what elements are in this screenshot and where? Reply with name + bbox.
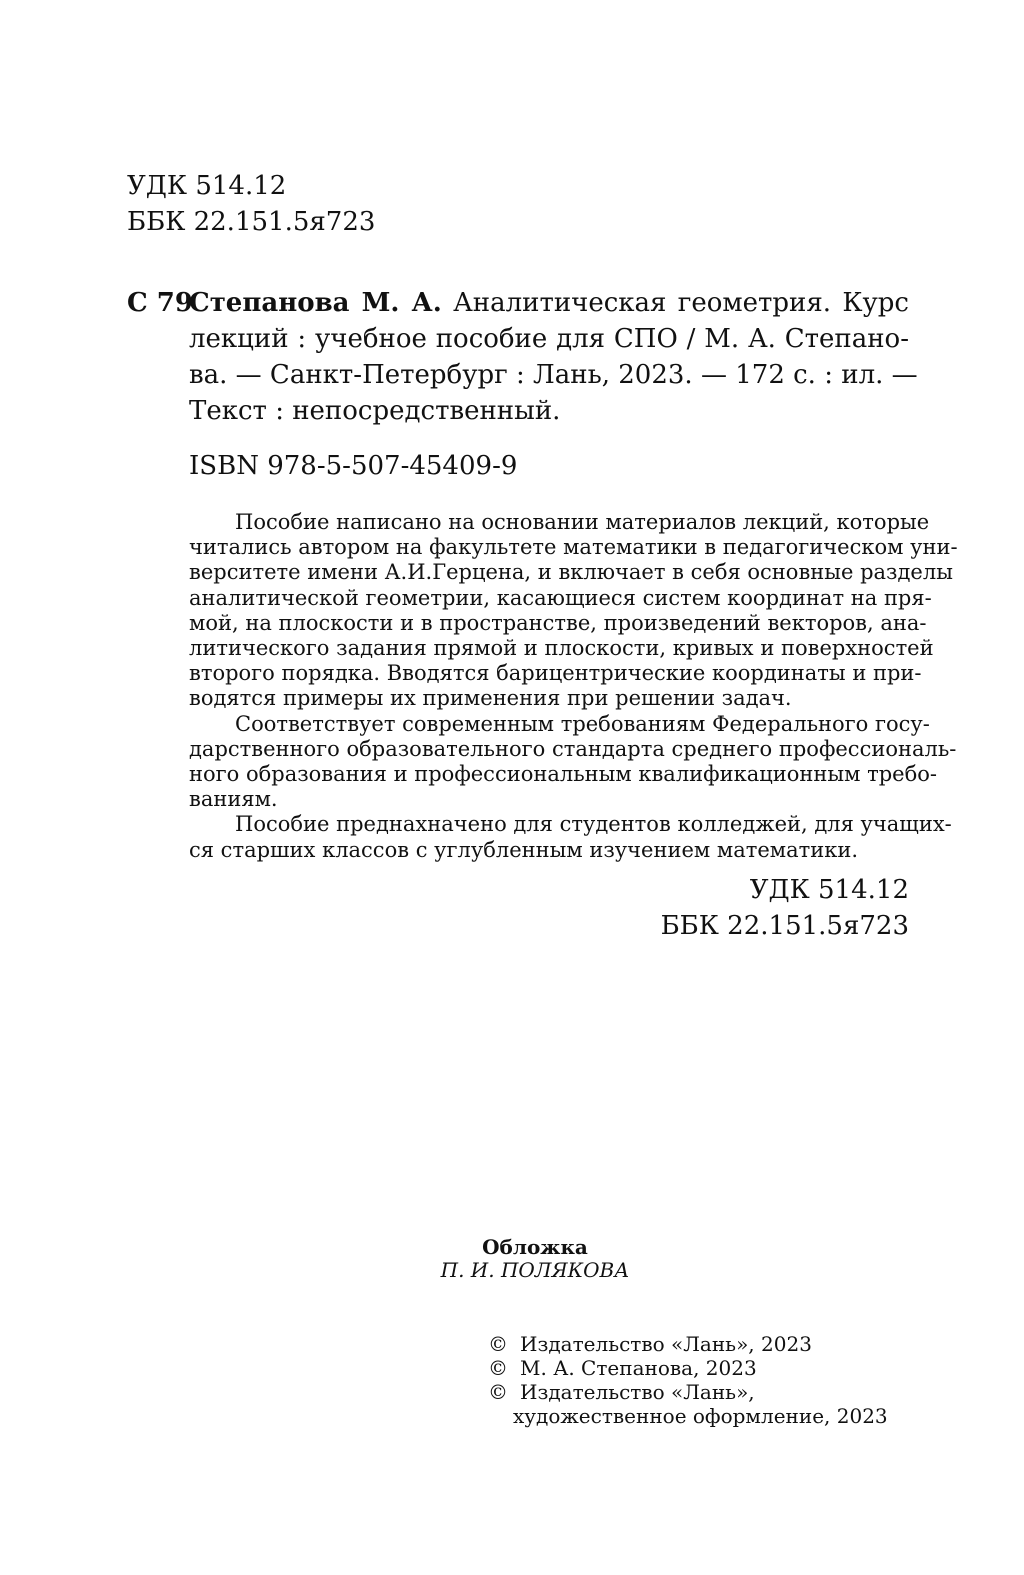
abstract-line: ного образования и профессиональным квалификационным требо- xyxy=(189,762,937,787)
abstract-line: ваниям. xyxy=(189,787,278,812)
abstract-paragraph-3 xyxy=(189,812,952,862)
catalog-title-line: Аналитическая геометрия. Курс xyxy=(453,288,909,318)
catalog-line xyxy=(189,321,909,357)
author-mark-code: С 79 xyxy=(127,288,193,318)
catalog-line-last: Текст : непосредственный. xyxy=(189,396,561,426)
abstract-line: верситете имени А.И.Герцена, и включает в себя основные разделы xyxy=(189,560,953,585)
abstract-line: второго порядка. Вводятся барицентрические координаты и при- xyxy=(189,661,922,686)
abstract xyxy=(189,510,958,863)
catalog-line-text: ва. — Санкт-Петербург : Лань, 2023. — 172 с. : ил. — xyxy=(189,360,918,390)
header-bbk-code: ББК 22.151.5я723 xyxy=(127,207,376,237)
abstract-line: ся старших классов с углубленным изучением математики. xyxy=(189,837,859,862)
copyright-line: М. А. Степанова, 2023 xyxy=(520,1356,757,1380)
catalog-author: Степанова М. А. xyxy=(189,288,442,318)
abstract-line: аналитической геометрии, касающиеся систем координат на пря- xyxy=(189,585,932,610)
footer-udk-code: УДК 514.12 xyxy=(749,875,909,905)
copyright-line: Издательство «Лань», 2023 xyxy=(520,1332,812,1356)
footer-bbk-code: ББК 22.151.5я723 xyxy=(660,911,909,941)
abstract-line: дарственного образовательного стандарта среднего профессиональ- xyxy=(189,736,957,761)
header-udk-code: УДК 514.12 xyxy=(127,171,287,201)
copyright-symbol: © xyxy=(488,1332,508,1356)
cover-label: Обложка xyxy=(482,1235,588,1259)
abstract-line: мой, на плоскости и в пространстве, произведений векторов, ана- xyxy=(189,610,927,635)
abstract-paragraph-2 xyxy=(189,711,957,813)
copyright-continuation: художественное оформление, 2023 xyxy=(513,1404,888,1428)
abstract-line: литического задания прямой и плоскости, кривых и поверхностей xyxy=(189,636,934,661)
copyright-line: Издательство «Лань», xyxy=(520,1380,755,1404)
catalog-line xyxy=(189,357,918,393)
abstract-line: читались автором на факультете математики в педагогическом уни- xyxy=(189,535,958,560)
catalog-line-text: лекций : учебное пособие для СПО / М. А. Степано- xyxy=(189,324,909,354)
cover-designer-name: П. И. ПОЛЯКОВА xyxy=(440,1258,630,1282)
abstract-line: Соответствует современным требованиям Федерального госу- xyxy=(235,711,930,736)
copyright-symbol: © xyxy=(488,1356,508,1380)
abstract-line: Пособие преднахначено для студентов колледжей, для учащих- xyxy=(235,812,952,837)
copyright-symbol: © xyxy=(488,1380,508,1404)
abstract-line: Пособие написано на основании материалов лекций, которые xyxy=(235,510,930,534)
abstract-line: водятся примеры их применения при решении задач. xyxy=(189,686,792,711)
catalog-first-line xyxy=(189,285,909,321)
isbn: ISBN 978-5-507-45409-9 xyxy=(189,451,518,481)
abstract-paragraph-1 xyxy=(189,510,958,712)
